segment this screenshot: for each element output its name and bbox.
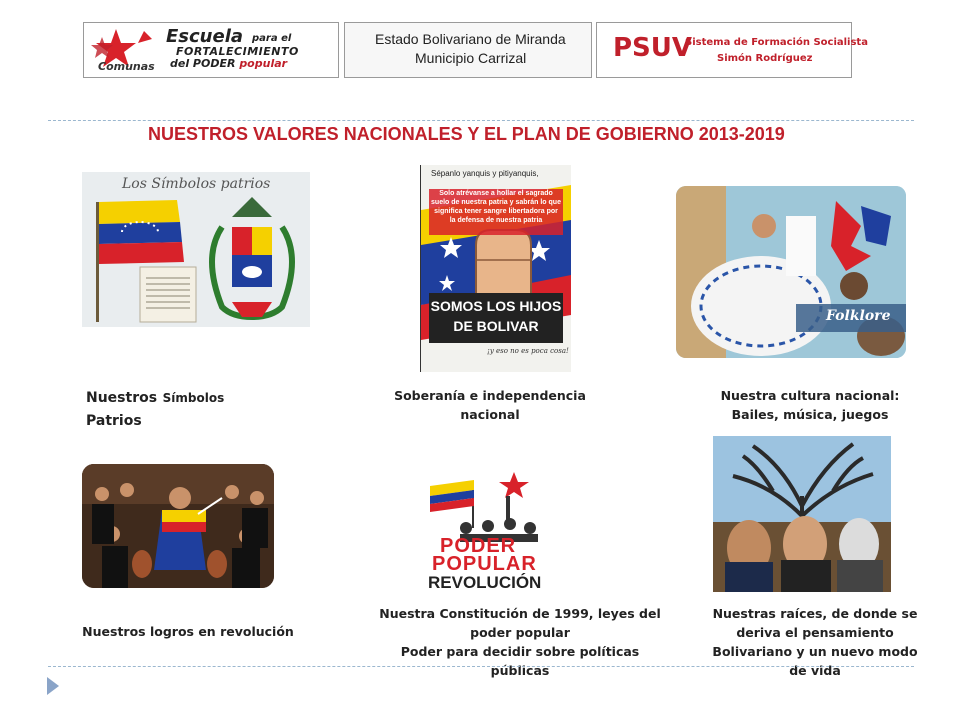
caption-logros: Nuestros logros en revolución [82, 624, 294, 639]
image-folklore [676, 186, 906, 358]
caption-constitucion-line2: poder popular [470, 625, 570, 640]
caption-raices-line4: de vida [789, 663, 841, 678]
estado-line1: Estado Bolivariano de Miranda [375, 31, 566, 47]
poster-slogan-2: DE BOLIVAR [453, 318, 539, 334]
caption-soberania-line2: nacional [460, 407, 520, 422]
caption-soberania [370, 386, 610, 424]
escuela-para-el: para el [252, 33, 292, 44]
logo-escuela [83, 22, 339, 78]
caption-constitucion-line4: públicas [490, 663, 550, 678]
poster-slogan-1: SOMOS LOS HIJOS [430, 298, 562, 314]
caption-constitucion-line3: Poder para decidir sobre políticas [400, 644, 640, 659]
caption-cultura [690, 386, 930, 424]
caption-simbolos [86, 386, 224, 432]
psuv-line1: Sistema de Formación Socialista [685, 37, 868, 48]
image-simbolos-patrios [82, 172, 310, 327]
caption-simbolos-big: Nuestros [86, 390, 158, 406]
poster-small-text: ¡y eso no es poca cosa! [487, 347, 569, 355]
poster-red-text: Solo atrévanse a hollar el sagrado suelo de nuestra patria y sabrán lo que significa tener sangre libertadora por la defensa de nuestra patria [431, 190, 561, 224]
logo-estado [344, 22, 592, 78]
popular-word: POPULAR [432, 553, 537, 575]
image-poder-popular [426, 466, 572, 592]
image-proceres [713, 436, 891, 592]
simbolos-heading-text: Los Símbolos patrios [122, 176, 271, 192]
caption-raices-line3: Bolivariano y un nuevo modo [712, 644, 918, 659]
caption-constitucion [360, 604, 680, 680]
caption-simbolos-line2: Patrios [86, 413, 142, 429]
folklore-label: Folklore [826, 308, 891, 324]
escuela-popular-text: popular [239, 57, 288, 70]
image-orquesta [82, 464, 274, 588]
page-title: NUESTROS VALORES NACIONALES Y EL PLAN DE GOBIERNO 2013-2019 [148, 124, 785, 144]
caption-raices-line1: Nuestras raíces, de donde se [712, 606, 918, 621]
poster-top-line: Sépanlo yanquis y pitiyanquis, [431, 169, 539, 178]
caption-raices [690, 604, 940, 680]
slide-arrow-icon[interactable] [46, 676, 60, 696]
caption-constitucion-line1: Nuestra Constitución de 1999, leyes del [379, 606, 661, 621]
bottom-divider [48, 666, 914, 667]
estado-line2: Municipio Carrizal [415, 50, 527, 66]
escuela-poder [170, 57, 287, 70]
caption-cultura-line1: Nuestra cultura nacional: [720, 388, 900, 403]
escuela-fortalecimiento: FORTALECIMIENTO [176, 45, 299, 58]
caption-soberania-line1: Soberanía e independencia [394, 388, 586, 403]
revolucion-word: REVOLUCIÓN [428, 573, 542, 592]
top-divider [48, 120, 914, 121]
image-poster-bolivar [420, 165, 571, 372]
escuela-title: Escuela [166, 26, 244, 47]
psuv-wordmark: PSUV [613, 33, 693, 63]
logo-psuv [596, 22, 868, 78]
caption-simbolos-small: Símbolos [162, 391, 225, 405]
escuela-comunas: Comunas [98, 60, 155, 73]
psuv-line2: Simón Rodríguez [717, 53, 813, 64]
poder-word: PODER [440, 535, 517, 557]
caption-cultura-line2: Bailes, música, juegos [731, 407, 889, 422]
caption-raices-line2: deriva el pensamiento [736, 625, 894, 640]
escuela-poder-text: del PODER [170, 57, 236, 70]
